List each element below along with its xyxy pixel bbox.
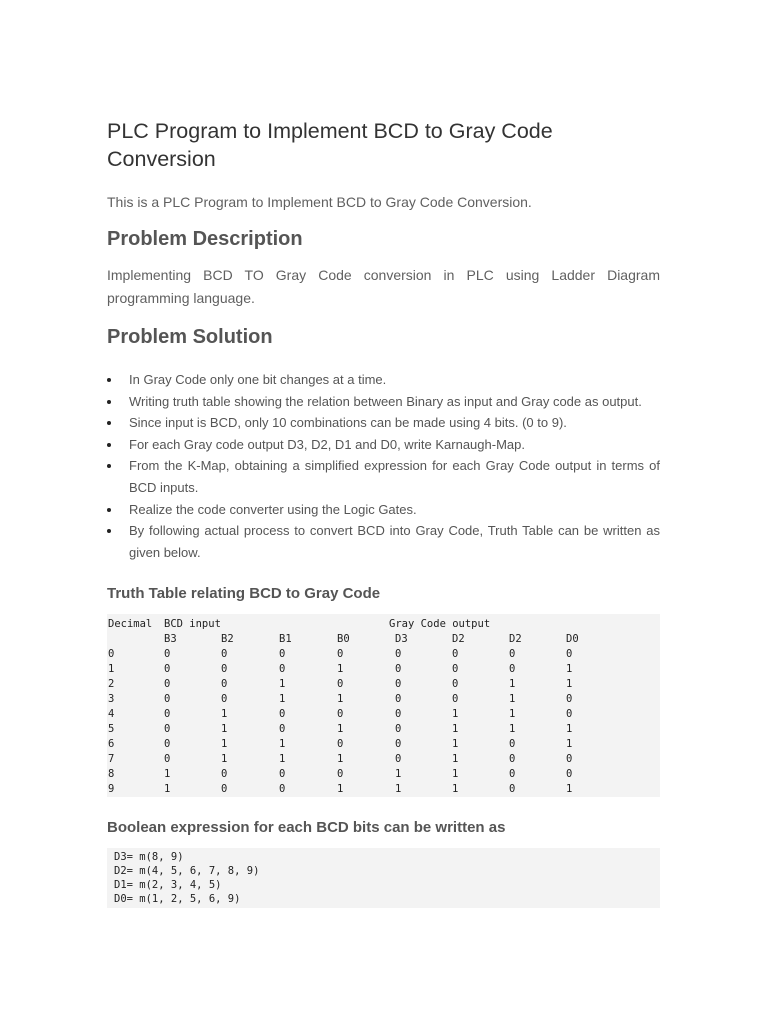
table-cell: 0 — [509, 648, 516, 661]
table-cell: 1 — [337, 663, 344, 676]
table-group-header: Gray Code output — [389, 618, 491, 631]
table-cell: 0 — [566, 753, 573, 766]
table-cell: 0 — [566, 708, 573, 721]
table-cell: 0 — [279, 708, 286, 721]
table-cell: 0 — [279, 768, 286, 781]
table-cell: 0 — [566, 648, 573, 661]
table-cell: 8 — [108, 768, 115, 781]
table-cell: 4 — [108, 708, 115, 721]
table-cell: 3 — [108, 693, 115, 706]
table-cell: 0 — [509, 663, 516, 676]
table-cell: 1 — [509, 693, 516, 706]
problem-description-text: Implementing BCD TO Gray Code conversion in PLC using Ladder Diagram programming language. — [107, 267, 660, 306]
list-item: In Gray Code only one bit changes at a time. — [107, 369, 660, 391]
list-item: By following actual process to convert BCD into Gray Code, Truth Table can be written as given below. — [107, 520, 660, 563]
table-cell: 9 — [108, 783, 115, 796]
table-cell: 0 — [164, 693, 171, 706]
table-cell: 0 — [221, 783, 228, 796]
table-cell: 0 — [221, 648, 228, 661]
table-cell: 1 — [509, 678, 516, 691]
table-cell: 1 — [566, 738, 573, 751]
table-cell: 0 — [221, 678, 228, 691]
table-cell: 1 — [566, 663, 573, 676]
truth-table — [107, 614, 660, 797]
table-cell: 1 — [108, 663, 115, 676]
table-column-header: B1 — [279, 633, 292, 646]
truth-table-heading: Truth Table relating BCD to Gray Code — [107, 585, 381, 603]
table-cell: 1 — [279, 738, 286, 751]
list-item: Writing truth table showing the relation between Binary as input and Gray code as output. — [107, 391, 660, 413]
table-cell: 1 — [452, 768, 459, 781]
table-cell: 0 — [395, 693, 402, 706]
table-cell: 0 — [221, 768, 228, 781]
table-cell: 1 — [395, 783, 402, 796]
table-cell: 0 — [509, 768, 516, 781]
table-cell: 0 — [566, 693, 573, 706]
page-title: PLC Program to Implement BCD to Gray Code Conversion — [107, 119, 553, 171]
table-cell: 0 — [452, 678, 459, 691]
table-cell: 1 — [279, 693, 286, 706]
table-cell: 6 — [108, 738, 115, 751]
table-cell: 0 — [452, 663, 459, 676]
table-column-header: D3 — [395, 633, 408, 646]
problem-solution-heading: Problem Solution — [107, 326, 273, 348]
table-cell: 0 — [395, 663, 402, 676]
article — [107, 117, 660, 908]
expression-line: D2= m(4, 5, 6, 7, 8, 9) — [114, 865, 260, 878]
table-cell: 0 — [509, 753, 516, 766]
list-item: Since input is BCD, only 10 combinations can be made using 4 bits. (0 to 9). — [107, 412, 660, 434]
table-cell: 1 — [395, 768, 402, 781]
table-cell: 0 — [164, 663, 171, 676]
expression-line: D0= m(1, 2, 5, 6, 9) — [114, 893, 241, 906]
table-cell: 0 — [279, 663, 286, 676]
table-cell: 0 — [337, 708, 344, 721]
table-cell: 0 — [221, 663, 228, 676]
table-cell: 1 — [337, 693, 344, 706]
intro-text: This is a PLC Program to Implement BCD to Gray Code Conversion. — [107, 194, 532, 210]
table-cell: 1 — [221, 753, 228, 766]
table-column-header: B0 — [337, 633, 350, 646]
list-item: For each Gray code output D3, D2, D1 and D0, write Karnaugh-Map. — [107, 434, 660, 456]
boolean-heading: Boolean expression for each BCD bits can be written as — [107, 819, 506, 837]
table-cell: 1 — [452, 738, 459, 751]
table-cell: 0 — [395, 678, 402, 691]
problem-description-heading: Problem Description — [107, 228, 303, 250]
table-cell: 1 — [452, 708, 459, 721]
table-cell: 1 — [566, 678, 573, 691]
table-cell: 1 — [164, 768, 171, 781]
table-cell: 0 — [395, 723, 402, 736]
table-cell: 1 — [221, 708, 228, 721]
expression-line: D1= m(2, 3, 4, 5) — [114, 879, 222, 892]
table-cell: 2 — [108, 678, 115, 691]
table-cell: 0 — [395, 738, 402, 751]
table-cell: 0 — [566, 768, 573, 781]
table-cell: 0 — [395, 708, 402, 721]
table-cell: 7 — [108, 753, 115, 766]
table-column-header: B3 — [164, 633, 177, 646]
table-cell: 0 — [164, 678, 171, 691]
table-cell: 1 — [509, 723, 516, 736]
table-cell: 1 — [509, 708, 516, 721]
table-cell: 0 — [279, 723, 286, 736]
table-cell: 1 — [221, 723, 228, 736]
table-cell: 0 — [164, 753, 171, 766]
table-cell: 0 — [164, 723, 171, 736]
table-cell: 1 — [566, 783, 573, 796]
table-cell: 1 — [337, 753, 344, 766]
table-cell: 0 — [509, 738, 516, 751]
table-cell: 1 — [164, 783, 171, 796]
table-cell: 0 — [221, 693, 228, 706]
table-cell: 0 — [452, 693, 459, 706]
list-item: Realize the code converter using the Logic Gates. — [107, 499, 660, 521]
table-cell: 0 — [337, 678, 344, 691]
table-cell: 1 — [279, 678, 286, 691]
table-cell: 1 — [221, 738, 228, 751]
table-cell: 0 — [279, 648, 286, 661]
table-cell: 5 — [108, 723, 115, 736]
table-cell: 0 — [337, 738, 344, 751]
table-column-header: B2 — [221, 633, 234, 646]
table-cell: 1 — [337, 783, 344, 796]
table-cell: 1 — [337, 723, 344, 736]
table-cell: 0 — [452, 648, 459, 661]
table-column-header: D2 — [452, 633, 465, 646]
table-cell: 1 — [452, 783, 459, 796]
table-cell: 0 — [509, 783, 516, 796]
table-cell: 0 — [164, 648, 171, 661]
table-cell: 0 — [108, 648, 115, 661]
table-group-header: BCD input — [164, 618, 221, 631]
table-cell: 1 — [452, 723, 459, 736]
table-column-header: D0 — [566, 633, 579, 646]
table-cell: 0 — [337, 648, 344, 661]
table-cell: 0 — [337, 768, 344, 781]
table-cell: 1 — [452, 753, 459, 766]
solution-list — [107, 369, 660, 563]
table-cell: 0 — [395, 753, 402, 766]
table-cell: 0 — [395, 648, 402, 661]
table-cell: 0 — [279, 783, 286, 796]
list-item: From the K-Map, obtaining a simplified expression for each Gray Code output in terms of BCD inputs. — [107, 455, 660, 498]
table-cell: 0 — [164, 708, 171, 721]
table-group-header: Decimal — [108, 618, 153, 631]
table-cell: 1 — [279, 753, 286, 766]
table-column-header: D2 — [509, 633, 522, 646]
table-cell: 0 — [164, 738, 171, 751]
boolean-expressions — [107, 848, 660, 908]
table-cell: 1 — [566, 723, 573, 736]
expression-line: D3= m(8, 9) — [114, 851, 184, 864]
